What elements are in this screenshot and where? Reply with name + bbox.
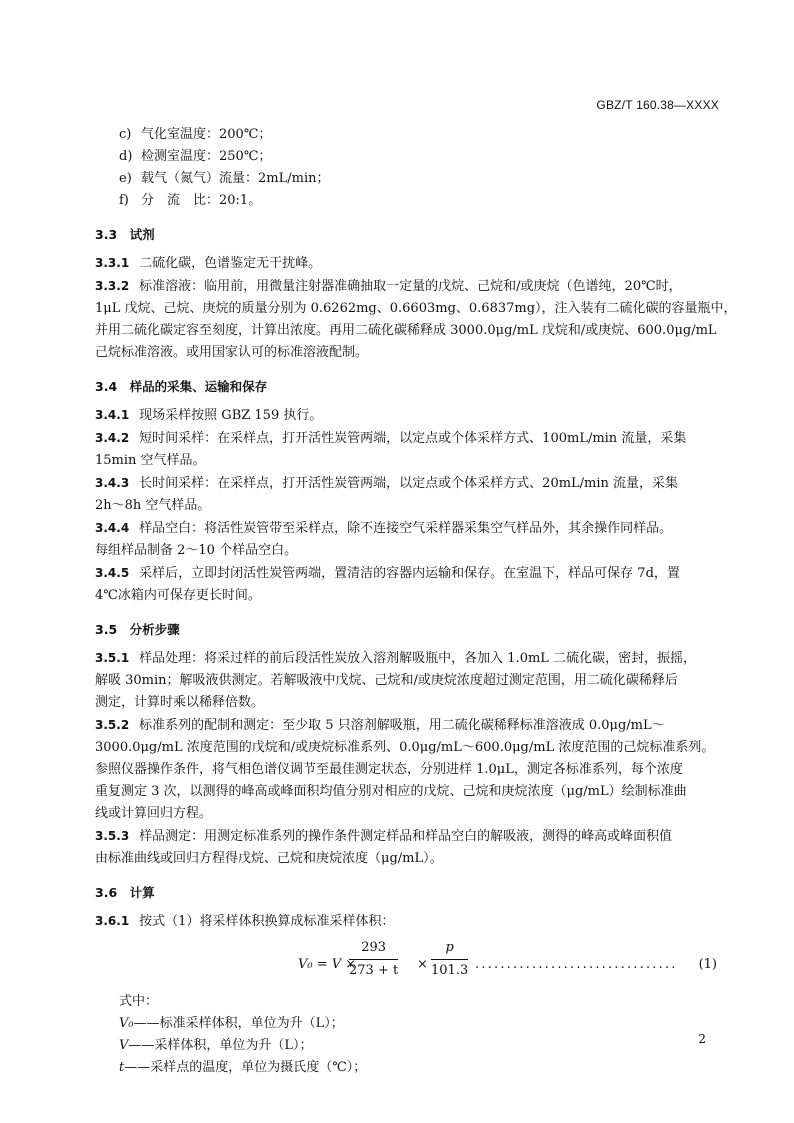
list-item: d) 检测室温度：250℃； (119, 149, 272, 164)
clause-3-5-2: 3.5.2 标准系列的配制和测定：至少取 5 只溶剂解吸瓶，用二硫化碳稀释标准溶液成 0.0μg/mL～ (95, 718, 665, 733)
section-heading-3-5: 3.5 分析步骤 (95, 622, 180, 637)
clause-line: 重复测定 3 次，以测得的峰高或峰面积均值分别对相应的戊烷、己烷和庚烷浓度（μg/mL）绘制标准曲 (95, 784, 687, 799)
clause-line: 由标准曲线或回归方程得戊烷、己烷和庚烷浓度（μg/mL）。 (95, 851, 443, 866)
clause-line: 解吸 30min；解吸液供测定。若解吸液中戊烷、己烷和/或庚烷浓度超过测定范围，用二硫化碳稀释后 (95, 673, 678, 688)
formula-leader-dots: ................................ (475, 957, 678, 972)
clause-3-4-1: 3.4.1 现场采样按照 GBZ 159 执行。 (95, 408, 323, 423)
clause-3-4-5: 3.4.5 采样后，立即封闭活性炭管两端，置清洁的容器内运输和保存。在室温下，样品可保存 7d，置 (95, 566, 680, 581)
clause-line: 并用二硫化碳定容至刻度，计算出浓度。再用二硫化碳稀释成 3000.0μg/mL 戊烷和/或庚烷、600.0μg/mL (95, 323, 717, 338)
formula-fraction-2: $\frac{p}{101.3}$ (431, 937, 468, 982)
clause-3-4-4: 3.4.4 样品空白：将活性炭管带至采样点，除不连接空气采样器采集空气样品外，其余操作同样品。 (95, 521, 673, 536)
where-label: 式中： (119, 994, 159, 1009)
clause-line: 4℃冰箱内可保存更长时间。 (95, 588, 261, 603)
clause-3-4-2: 3.4.2 短时间采样：在采样点，打开活性炭管两端，以定点或个体采样方式、100mL/min 流量，采集 (95, 431, 687, 446)
list-item: f) 分 流 比：20:1。 (119, 193, 262, 208)
section-heading-3-6: 3.6 计算 (95, 885, 155, 900)
clause-3-6-1: 3.6.1 按式（1）将采样体积换算成标准采样体积： (95, 914, 395, 929)
clause-line: 2h～8h 空气样品。 (95, 498, 211, 513)
clause-line: 1μL 戊烷、己烷、庚烷的质量分别为 0.6262mg、0.6603mg、0.6837mg），注入装有二硫化碳的容量瓶中， (95, 301, 737, 316)
clause-line: 己烷标准溶液。或用国家认可的标准溶液配制。 (95, 345, 369, 360)
section-heading-3-3: 3.3 试剂 (95, 227, 155, 242)
clause-line: 线或计算回归方程。 (95, 806, 213, 821)
clause-3-3-2: 3.3.2 标准溶液：临用前，用微量注射器准确抽取一定量的戊烷、己烷和/或庚烷（色谱纯，20℃时， (95, 279, 682, 294)
equation-number: (1) (698, 957, 717, 972)
standard-code-header: GBZ/T 160.38—XXXX (596, 98, 719, 112)
section-heading-3-4: 3.4 样品的采集、运输和保存 (95, 379, 268, 394)
formula-lhs: V₀ = V × (298, 957, 357, 972)
clause-line: 3000.0μg/mL 浓度范围的戊烷和/或庚烷标准系列、0.0μg/mL～600.0μg/mL 浓度范围的己烷标准系列。 (95, 740, 715, 755)
formula-1 (95, 935, 717, 989)
symbol-definition: t——采样点的温度，单位为摄氏度（℃）； (119, 1060, 367, 1075)
clause-line: 测定，计算时乘以稀释倍数。 (95, 695, 265, 710)
list-item: e) 载气（氮气）流量：2mL/min； (119, 171, 330, 186)
symbol-definition: V₀——标准采样体积，单位为升（L）； (119, 1016, 344, 1031)
formula-times: × (417, 957, 428, 972)
list-item: c) 气化室温度：200℃； (119, 127, 272, 142)
clause-3-3-1: 3.3.1 二硫化碳，色谱鉴定无干扰峰。 (95, 256, 322, 271)
page-number: 2 (698, 1032, 706, 1046)
clause-3-5-3: 3.5.3 样品测定：用测定标准系列的操作条件测定样品和样品空白的解吸液，测得的峰高或峰面积值 (95, 829, 673, 844)
clause-line: 参照仪器操作条件，将气相色谱仪调节至最佳测定状态，分别进样 1.0μL，测定各标准系列，每个浓度 (95, 762, 683, 777)
document-body (95, 124, 737, 1079)
clause-line: 每组样品制备 2～10 个样品空白。 (95, 543, 298, 558)
clause-3-5-1: 3.5.1 样品处理：将采过样的前后段活性炭放入溶剂解吸瓶中，各加入 1.0mL 二硫化碳，密封，振摇， (95, 651, 697, 666)
formula-fraction-1: $\frac{293}{273 + t}$ (349, 937, 398, 982)
symbol-definition: V——采样体积，单位为升（L）； (119, 1038, 313, 1053)
clause-3-4-3: 3.4.3 长时间采样：在采样点，打开活性炭管两端，以定点或个体采样方式、20mL/min 流量，采集 (95, 476, 679, 491)
clause-line: 15min 空气样品。 (95, 453, 206, 468)
